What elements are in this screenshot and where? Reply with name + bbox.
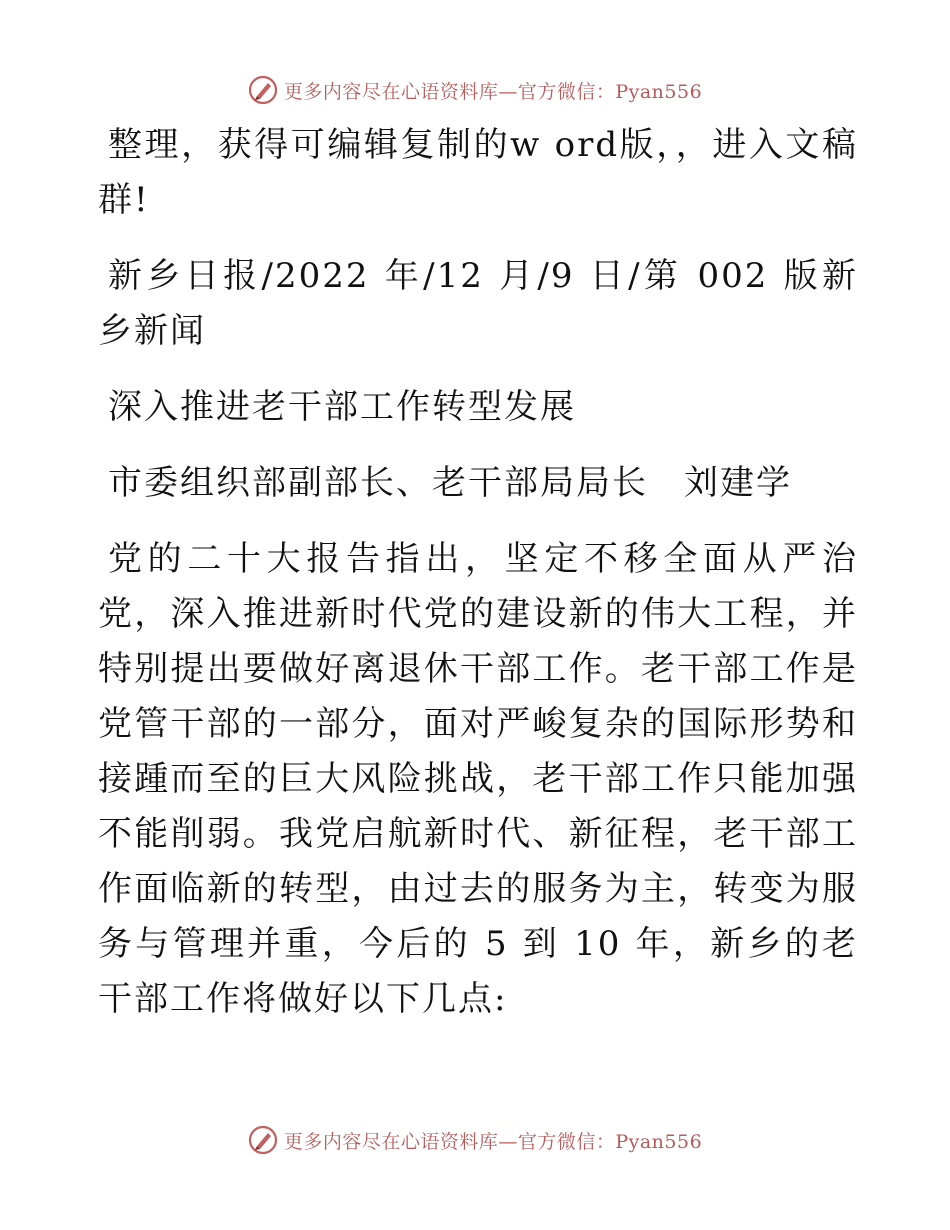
footer-watermark-banner <box>0 1120 950 1160</box>
header-watermark-banner <box>0 70 950 110</box>
body-paragraph: 党的二十大报告指出，坚定不移全面从严治党，深入推进新时代党的建设新的伟大工程，并特别提出要做好离退休干部工作。老干部工作是党管干部的一部分，面对严峻复杂的国际形势和接踵而至的巨大风险挑战，老干部工作只能加强不能削弱。我党启航新时代、新征程，老干部工作面临新的转型，由过去的服务为主，转变为服务与管理并重，今后的 5 到 10 年，新乡的老干部工作将做好以下几点: <box>98 539 858 1019</box>
footer-watermark-text: 更多内容尽在心语资料库—官方微信：Pyan556 <box>283 1130 703 1153</box>
document-body <box>98 118 858 1027</box>
source-line: 新乡日报/2022 年/12 月/9 日/第 002 版新乡新闻 <box>98 256 858 351</box>
pen-logo-icon <box>248 1125 278 1155</box>
author-line: 市委组织部副部长、老干部局局长 刘建学 <box>108 463 792 503</box>
article-title: 深入推进老干部工作转型发展 <box>108 387 576 427</box>
pen-logo-icon <box>248 75 278 105</box>
intro-note: 整理，获得可编辑复制的w ord版，，进入文稿群! <box>98 125 858 220</box>
header-watermark-text: 更多内容尽在心语资料库—官方微信：Pyan556 <box>283 80 703 103</box>
